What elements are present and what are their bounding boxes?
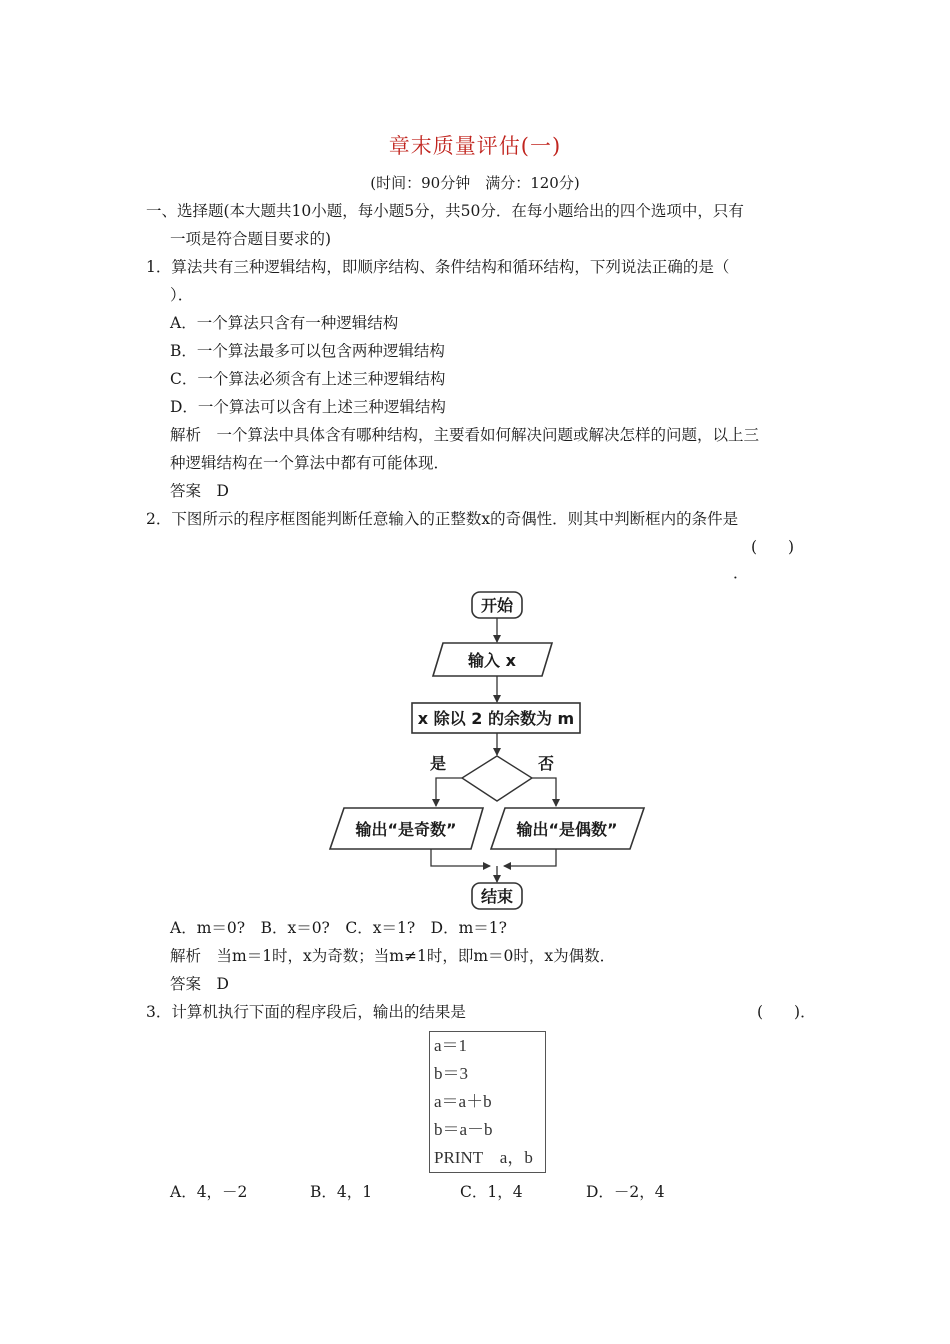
q1-answer: 答案 D bbox=[170, 482, 229, 500]
q1-option-d: D．一个算法可以含有上述三种逻辑结构 bbox=[170, 398, 446, 416]
code-block bbox=[429, 1031, 546, 1173]
q1-option-c: C．一个算法必须含有上述三种逻辑结构 bbox=[170, 370, 446, 388]
flow-process-label: x 除以 2 的余数为 m bbox=[417, 709, 575, 728]
flow-end-label: 结束 bbox=[480, 887, 514, 906]
q2-answer-blank: ( ) bbox=[751, 538, 795, 556]
q3-option-a: A．4，－2 bbox=[170, 1183, 248, 1201]
code-line: a＝a＋b bbox=[434, 1092, 492, 1111]
q3-option-d: D．－2，4 bbox=[586, 1183, 665, 1201]
q1-analysis-cont: 种逻辑结构在一个算法中都有可能体现． bbox=[170, 454, 450, 472]
q1-option-b: B．一个算法最多可以包含两种逻辑结构 bbox=[170, 342, 445, 360]
code-line: b＝a－b bbox=[434, 1120, 493, 1139]
flow-decision-diamond bbox=[462, 756, 532, 801]
q1-stem: 1．算法共有三种逻辑结构，即顺序结构、条件结构和循环结构，下列说法正确的是（ bbox=[146, 258, 730, 276]
flow-no-label: 否 bbox=[537, 754, 555, 773]
flow-input-label: 输入 x bbox=[468, 651, 516, 670]
flow-start-label: 开始 bbox=[480, 596, 514, 615]
code-line: PRINT a，b bbox=[434, 1148, 533, 1167]
q3-stem: 3．计算机执行下面的程序段后，输出的结果是 bbox=[146, 1003, 466, 1021]
code-line: b＝3 bbox=[434, 1064, 468, 1083]
q2-answer: 答案 D bbox=[170, 975, 229, 993]
flow-yes-label: 是 bbox=[429, 754, 447, 773]
section-heading-cont: 一项是符合题目要求的) bbox=[170, 230, 332, 248]
exam-info: (时间：90分钟 满分：120分) bbox=[370, 174, 580, 192]
q1-option-a: A．一个算法只含有一种逻辑结构 bbox=[170, 314, 399, 332]
q3-option-b: B．4，1 bbox=[310, 1183, 373, 1201]
q2-analysis: 解析 当m＝1时，x为奇数；当m≠1时，即m＝0时，x为偶数． bbox=[170, 947, 616, 965]
flow-output-even-label: 输出“是偶数” bbox=[516, 820, 618, 839]
q3-answer-blank: ( )． bbox=[757, 1003, 816, 1021]
flow-output-odd-label: 输出“是奇数” bbox=[355, 820, 457, 839]
q1-analysis: 解析 一个算法中具体含有哪种结构，主要看如何解决问题或解决怎样的问题，以上三 bbox=[170, 426, 760, 444]
q2-options: A．m＝0? B．x＝0? C．x＝1? D．m＝1? bbox=[170, 919, 507, 937]
q3-option-c: C．1，4 bbox=[460, 1183, 523, 1201]
page-title: 章末质量评估(一) bbox=[388, 134, 562, 158]
flowchart bbox=[320, 585, 655, 915]
q1-stem-cont: ）． bbox=[170, 286, 194, 304]
code-line: a＝1 bbox=[434, 1036, 468, 1055]
q2-dot: ． bbox=[733, 564, 749, 582]
section-heading: 一、选择题(本大题共10小题，每小题5分，共50分．在每小题给出的四个选项中，只有 bbox=[146, 202, 744, 220]
q2-stem: 2．下图所示的程序框图能判断任意输入的正整数x的奇偶性．则其中判断框内的条件是 bbox=[146, 510, 739, 528]
